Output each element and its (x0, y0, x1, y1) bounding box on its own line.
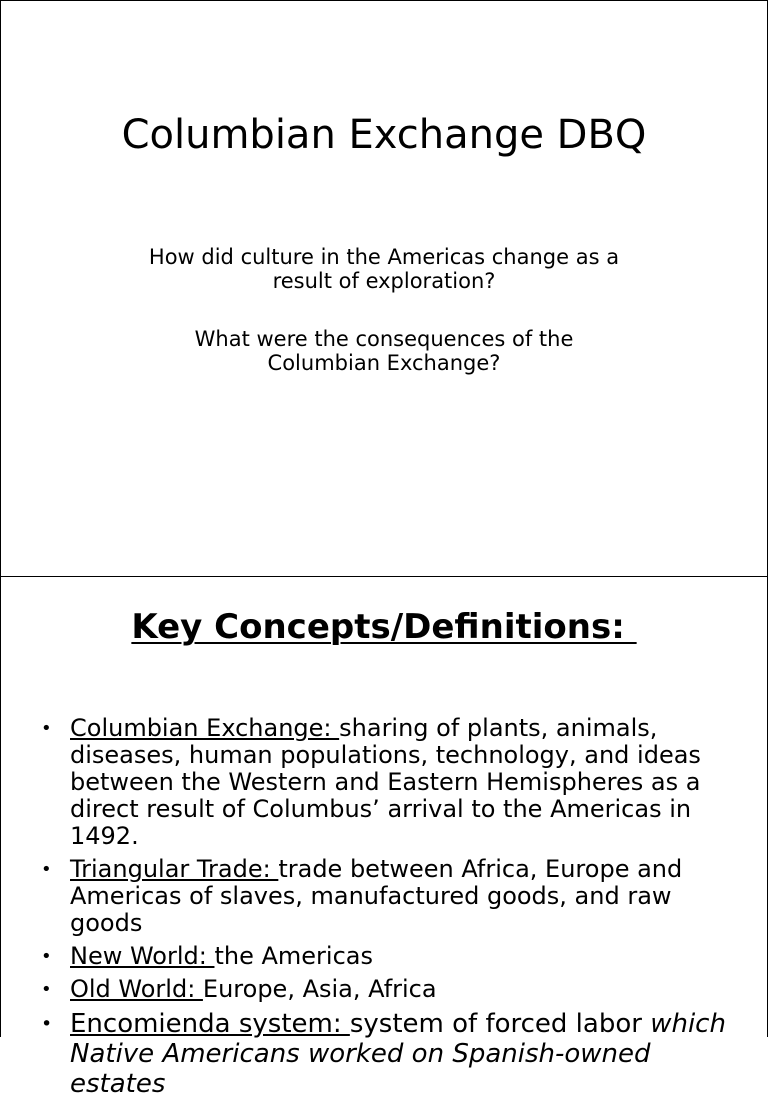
definition-item-old-world (1, 976, 769, 1003)
bullet-icon: • (41, 1013, 53, 1035)
definition-text-italic: which Native Americans worked on Spanish-owned estates (70, 1009, 726, 1099)
question-line: Columbian Exchange? (267, 351, 501, 375)
definition-text: trade between Africa, Europe and Americas of slaves, manufactured goods, and raw goods (70, 855, 683, 937)
definition-term: Old World: (70, 975, 203, 1003)
key-concepts-heading-text: Key Concepts/Definitions: (131, 607, 637, 647)
definition-item-columbian-exchange (1, 715, 769, 850)
slide-title-heading: Columbian Exchange DBQ (121, 112, 647, 158)
definition-term: New World: (70, 942, 215, 970)
definition-item-new-world (1, 943, 769, 970)
definition-term: Triangular Trade: (70, 855, 279, 883)
definition-item-encomienda-system (1, 1009, 769, 1099)
question-line: How did culture in the Americas change as a (148, 245, 620, 269)
definition-text: system of forced labor (349, 1009, 651, 1039)
definition-text: the Americas (214, 942, 373, 970)
definition-term: Encomienda system: (70, 1009, 350, 1039)
question-culture-change (1, 245, 767, 293)
definitions-list (1, 715, 769, 1105)
key-concepts-heading (1, 605, 767, 649)
bullet-icon: • (41, 979, 52, 1000)
definition-text: sharing of plants, animals, diseases, human populations, technology, and ideas between the Western and Eastern Hemispheres as a direct result of Columbus’ arrival to the Americas in 1492. (70, 714, 701, 850)
bullet-icon: • (41, 946, 52, 967)
definition-text: Europe, Asia, Africa (202, 975, 437, 1003)
question-consequences (1, 327, 767, 375)
question-line: result of exploration? (272, 269, 496, 293)
definition-item-triangular-trade (1, 856, 769, 937)
slide-key-concepts (0, 576, 768, 1099)
definition-term: Columbian Exchange: (70, 714, 340, 742)
bullet-icon: • (41, 859, 52, 880)
question-line: What were the consequences of the (194, 327, 574, 351)
bullet-icon: • (41, 718, 52, 739)
